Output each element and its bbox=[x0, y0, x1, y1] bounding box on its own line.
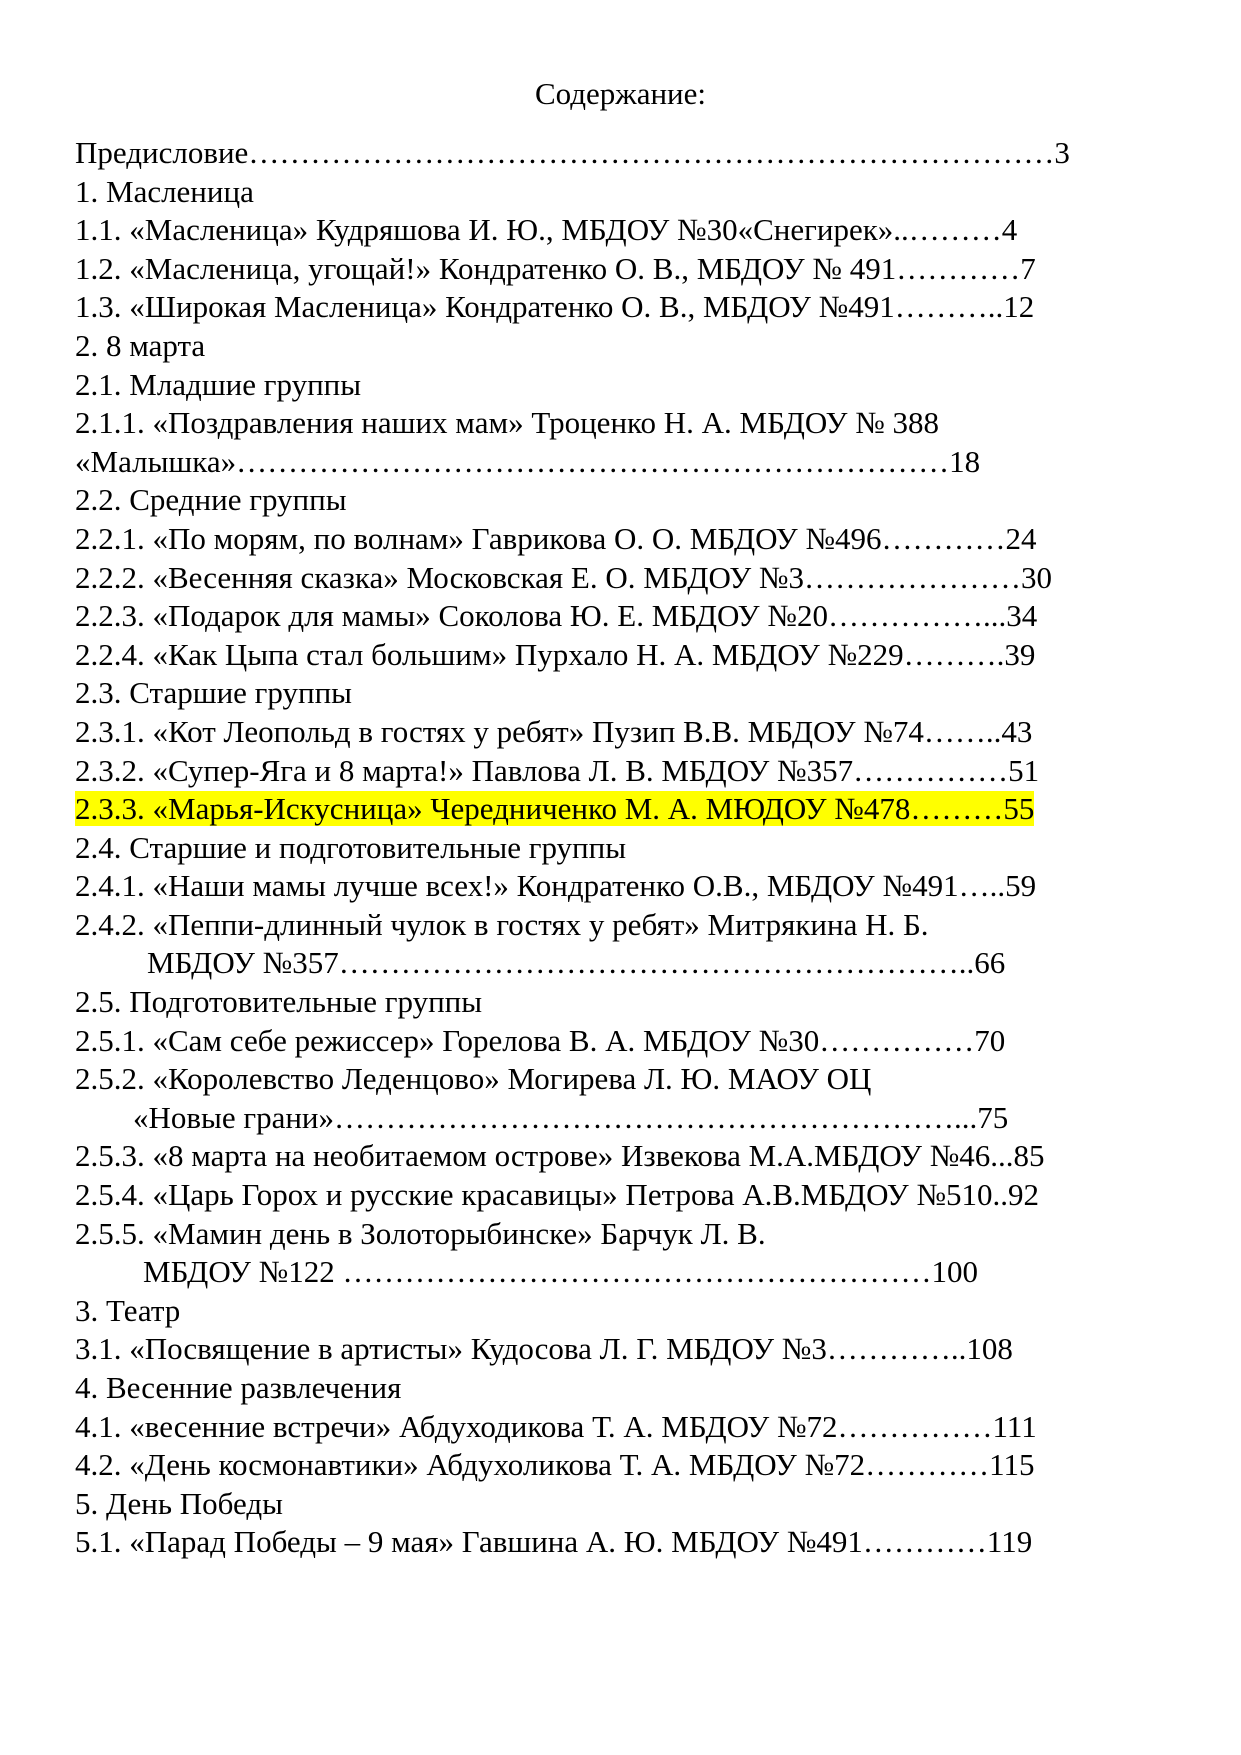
toc-entry-text: 2.5.5. «Мамин день в Золоторыбинске» Барчук Л. В. bbox=[75, 1215, 766, 1251]
toc-entry bbox=[75, 829, 1175, 868]
toc-entry-text: 2.5.1. «Сам себе режиссер» Горелова В. А. МБДОУ №30……………70 bbox=[75, 1022, 1006, 1058]
toc-entry bbox=[75, 288, 1175, 327]
toc-entry-text: 2.5.2. «Королевство Леденцово» Могирева Л. Ю. МАОУ ОЦ bbox=[75, 1061, 872, 1097]
table-of-contents bbox=[75, 134, 1175, 1562]
toc-entry bbox=[75, 250, 1175, 289]
toc-entry-text: 2.5.4. «Царь Горох и русские красавицы» Петрова А.В.МБДОУ №510..92 bbox=[75, 1177, 1040, 1213]
toc-entry bbox=[75, 1292, 1175, 1331]
toc-entry-text: 5.1. «Парад Победы – 9 мая» Гавшина А. Ю. МБДОУ №491…………119 bbox=[75, 1524, 1033, 1560]
toc-entry bbox=[75, 1099, 1175, 1138]
toc-entry-text: 2.4.2. «Пеппи-длинный чулок в гостях у ребят» Митрякина Н. Б. bbox=[75, 906, 929, 942]
toc-entry-text: 2.2.3. «Подарок для мамы» Соколова Ю. Е. МБДОУ №20……………...34 bbox=[75, 598, 1038, 634]
toc-entry-text: 4.2. «День космонавтики» Абдухоликова Т. А. МБДОУ №72…………115 bbox=[75, 1447, 1035, 1483]
toc-entry-text: 2.4. Старшие и подготовительные группы bbox=[75, 829, 627, 865]
toc-entry-text: 2.3.1. «Кот Леопольд в гостях у ребят» Пузип В.В. МБДОУ №74……..43 bbox=[75, 713, 1033, 749]
toc-entry-text: 1. Масленица bbox=[75, 173, 254, 209]
toc-entry bbox=[75, 404, 1175, 443]
toc-entry-text: 4.1. «весенние встречи» Абдуходикова Т. А. МБДОУ №72……………111 bbox=[75, 1408, 1037, 1444]
toc-entry bbox=[75, 1060, 1175, 1099]
toc-entry-text: МБДОУ №122 …………………………………………………100 bbox=[143, 1254, 979, 1290]
toc-entry bbox=[75, 366, 1175, 405]
toc-entry-text: 1.2. «Масленица, угощай!» Кондратенко О. В., МБДОУ № 491…………7 bbox=[75, 250, 1036, 286]
toc-entry bbox=[75, 752, 1175, 791]
toc-entry bbox=[75, 481, 1175, 520]
toc-entry-text: «Малышка»……………………………………………………………18 bbox=[75, 443, 981, 479]
toc-entry bbox=[75, 1330, 1175, 1369]
toc-entry bbox=[75, 134, 1175, 173]
page-title: Содержание: bbox=[534, 76, 707, 111]
toc-entry-text: 2. 8 марта bbox=[75, 327, 206, 363]
toc-entry-text: МБДОУ №357……………………………………………………..66 bbox=[147, 945, 1006, 981]
toc-entry bbox=[75, 1176, 1175, 1215]
toc-entry bbox=[75, 1215, 1175, 1254]
toc-entry bbox=[75, 559, 1175, 598]
toc-entry bbox=[75, 173, 1175, 212]
toc-entry bbox=[75, 983, 1175, 1022]
toc-entry-text: 2.3. Старшие группы bbox=[75, 675, 352, 711]
toc-entry bbox=[75, 1369, 1175, 1408]
toc-entry-text: 2.2.1. «По морям, по волнам» Гаврикова О. О. МБДОУ №496…………24 bbox=[75, 520, 1037, 556]
toc-entry bbox=[75, 674, 1175, 713]
toc-entry-text: 4. Весенние развлечения bbox=[75, 1370, 402, 1405]
toc-entry-text: 5. День Победы bbox=[75, 1485, 283, 1521]
toc-entry-text: 2.3.2. «Супер-Яга и 8 марта!» Павлова Л. В. МБДОУ №357……………51 bbox=[75, 752, 1040, 788]
toc-entry-text: Предисловие……………………………………………………………………3 bbox=[75, 135, 1070, 170]
toc-entry bbox=[75, 327, 1175, 366]
toc-entry bbox=[75, 1253, 1175, 1292]
toc-entry-text: 1.1. «Масленица» Кудряшова И. Ю., МБДОУ №30«Снегирек»..………4 bbox=[75, 212, 1018, 248]
toc-entry bbox=[75, 713, 1175, 752]
toc-entry bbox=[75, 1485, 1175, 1524]
toc-entry bbox=[75, 1446, 1175, 1485]
toc-entry bbox=[75, 520, 1175, 559]
toc-entry-text: 2.4.1. «Наши мамы лучше всех!» Кондратенко О.В., МБДОУ №491…..59 bbox=[75, 868, 1037, 904]
toc-entry bbox=[75, 1022, 1175, 1061]
toc-entry-text: 2.2. Средние группы bbox=[75, 482, 347, 518]
toc-entry bbox=[75, 211, 1175, 250]
toc-entry bbox=[75, 597, 1175, 636]
toc-entry-text: 3.1. «Посвящение в артисты» Кудосова Л. Г. МБДОУ №3…………..108 bbox=[75, 1331, 1013, 1367]
toc-entry bbox=[75, 867, 1175, 906]
toc-entry-text: 2.3.3. «Марья-Искусница» Чередниченко М. А. МЮДОУ №478………55 bbox=[75, 791, 1035, 827]
toc-entry bbox=[75, 944, 1175, 983]
toc-entry bbox=[75, 443, 1175, 482]
toc-entry-text: 2.5. Подготовительные группы bbox=[75, 984, 483, 1020]
toc-entry-text: 1.3. «Широкая Масленица» Кондратенко О. В., МБДОУ №491………..12 bbox=[75, 289, 1035, 325]
toc-entry bbox=[75, 906, 1175, 945]
toc-entry bbox=[75, 1137, 1175, 1176]
toc-entry-text: 2.2.2. «Весенняя сказка» Московская Е. О. МБДОУ №3…………………30 bbox=[75, 559, 1052, 595]
toc-entry-text: 2.2.4. «Как Цыпа стал большим» Пурхало Н. А. МБДОУ №229……….39 bbox=[75, 636, 1036, 672]
toc-entry bbox=[75, 790, 1175, 829]
toc-entry-text: 2.5.3. «8 марта на необитаемом острове» Извекова М.А.МБДОУ №46...85 bbox=[75, 1138, 1045, 1174]
toc-entry-text: 2.1. Младшие группы bbox=[75, 366, 362, 402]
toc-entry-text: «Новые грани»……………………………………………………...75 bbox=[133, 1099, 1009, 1135]
toc-entry bbox=[75, 1523, 1175, 1562]
toc-entry-text: 2.1.1. «Поздравления наших мам» Троценко Н. А. МБДОУ № 388 bbox=[75, 405, 940, 441]
toc-entry bbox=[75, 636, 1175, 675]
toc-entry-text: 3. Театр bbox=[75, 1292, 181, 1328]
toc-entry bbox=[75, 1408, 1175, 1447]
